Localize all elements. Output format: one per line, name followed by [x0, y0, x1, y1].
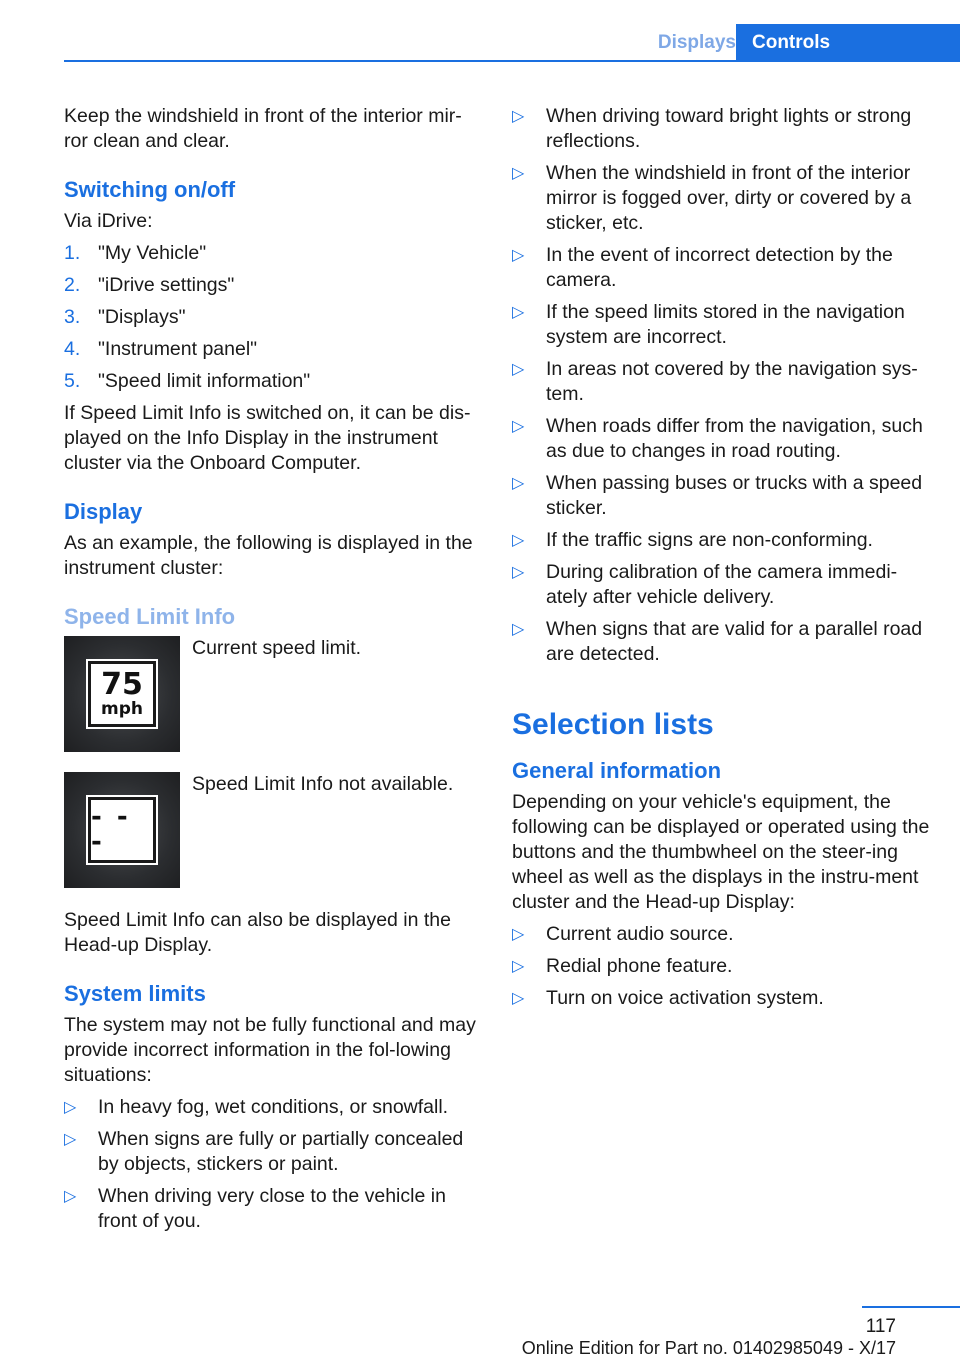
left-column: [64, 104, 484, 1241]
sign-value: 75: [101, 667, 143, 702]
list-item: [512, 414, 932, 464]
system-limits-text: The system may not be fully functional and may provide incorrect information in the fol-lowing situations:: [64, 1014, 476, 1086]
step-item: [64, 273, 484, 298]
list-item-text: When driving toward bright lights or strong reflections.: [546, 105, 912, 152]
list-item: [64, 1095, 484, 1120]
list-item: [512, 986, 932, 1011]
speed-sign-unavailable-icon: [88, 797, 156, 863]
triangle-bullet-icon: ▷: [512, 926, 525, 943]
list-item: [512, 922, 932, 947]
list-item: [512, 104, 932, 154]
list-item: [512, 243, 932, 293]
list-item-text: If the traffic signs are non-conforming.: [546, 529, 873, 551]
triangle-bullet-icon: ▷: [512, 475, 525, 492]
footer-rule: [862, 1306, 960, 1308]
step-item: [64, 241, 484, 266]
page-number: 117: [865, 1316, 896, 1337]
system-limits-list-continued: [512, 104, 932, 667]
step-item: [64, 305, 484, 330]
list-item: [512, 357, 932, 407]
system-limits-heading: System limits: [64, 981, 206, 1006]
selection-list-items: [512, 922, 932, 1011]
system-limits-list: [64, 1095, 484, 1234]
general-information-heading: General information: [512, 758, 722, 783]
triangle-bullet-icon: ▷: [512, 108, 525, 125]
chapter-tab-controls: Controls: [736, 24, 960, 62]
list-item: [512, 471, 932, 521]
list-item-text: In heavy fog, wet conditions, or snowfall.: [98, 1096, 449, 1118]
triangle-bullet-icon: ▷: [512, 958, 525, 975]
hud-note: Speed Limit Info can also be displayed in the Head-up Display.: [64, 909, 452, 956]
triangle-bullet-icon: ▷: [64, 1188, 77, 1205]
display-heading: Display: [64, 499, 143, 524]
speed-limit-unavailable-image: [64, 772, 180, 888]
list-item-text: When driving very close to the vehicle in front of you.: [98, 1185, 446, 1232]
list-item-text: If the speed limits stored in the navigation system are incorrect.: [546, 301, 905, 348]
list-item-text: When roads differ from the navigation, such as due to changes in road routing.: [546, 415, 923, 462]
sign-unit: mph: [101, 699, 143, 719]
triangle-bullet-icon: ▷: [512, 247, 525, 264]
step-text: "iDrive settings": [98, 274, 235, 296]
triangle-bullet-icon: ▷: [64, 1131, 77, 1148]
via-idrive-text: Via iDrive:: [64, 210, 153, 232]
triangle-bullet-icon: ▷: [512, 165, 525, 182]
list-item-text: Redial phone feature.: [546, 955, 733, 977]
idrive-steps-list: [64, 241, 484, 394]
list-item-text: In the event of incorrect detection by the camera.: [546, 244, 893, 291]
right-column: [512, 104, 932, 1018]
intro-paragraph: Keep the windshield in front of the interior mir-ror clean and clear.: [64, 105, 462, 152]
speed-limit-caption: Current speed limit.: [192, 637, 362, 659]
step-item: [64, 369, 484, 394]
step-number: 4.: [64, 338, 81, 360]
speed-sign-icon: [88, 661, 156, 727]
list-item: [512, 161, 932, 236]
triangle-bullet-icon: ▷: [512, 361, 525, 378]
edition-line: Online Edition for Part no. 01402985049 - X/17: [521, 1338, 896, 1358]
speed-limit-75-image: [64, 636, 180, 752]
step-number: 5.: [64, 370, 81, 392]
selection-lists-heading: Selection lists: [512, 708, 714, 741]
step-text: "Instrument panel": [98, 338, 258, 360]
list-item: [512, 300, 932, 350]
list-item: [512, 528, 932, 553]
triangle-bullet-icon: ▷: [512, 532, 525, 549]
speed-limit-unavailable-caption: Speed Limit Info not available.: [192, 773, 454, 795]
step-text: "Displays": [98, 306, 186, 328]
step-text: "My Vehicle": [98, 242, 207, 264]
list-item: [512, 560, 932, 610]
triangle-bullet-icon: ▷: [512, 418, 525, 435]
list-item: [64, 1127, 484, 1177]
list-item-text: When passing buses or trucks with a speed sticker.: [546, 472, 923, 519]
step-item: [64, 337, 484, 362]
step-number: 3.: [64, 306, 81, 328]
general-information-text: Depending on your vehicle's equipment, the following can be displayed or operated using the buttons and the thumbwheel on the steer-ing wheel as well as the displays in the instru-ment cluster and the Head-up Display:: [512, 791, 930, 913]
list-item-text: Turn on voice activation system.: [546, 987, 824, 1009]
switching-heading: Switching on/off: [64, 177, 236, 202]
step-text: "Speed limit information": [98, 370, 311, 392]
display-text: As an example, the following is displayed in the instrument cluster:: [64, 532, 473, 579]
switching-after-text: If Speed Limit Info is switched on, it can be dis-played on the Info Display in the instrument cluster via the Onboard Computer.: [64, 402, 471, 474]
header-rule: [64, 60, 960, 62]
step-number: 2.: [64, 274, 81, 296]
speed-limit-current-row: [64, 636, 484, 752]
section-tab-displays: Displays: [657, 32, 736, 53]
list-item-text: When signs that are valid for a parallel road are detected.: [546, 618, 923, 665]
list-item-text: When the windshield in front of the interior mirror is fogged over, dirty or covered by a sticker, etc.: [546, 162, 912, 234]
triangle-bullet-icon: ▷: [64, 1099, 77, 1116]
speed-limit-info-heading: Speed Limit Info: [64, 604, 236, 629]
list-item: [64, 1184, 484, 1234]
list-item: [512, 617, 932, 667]
list-item-text: Current audio source.: [546, 923, 734, 945]
triangle-bullet-icon: ▷: [512, 304, 525, 321]
list-item-text: In areas not covered by the navigation sys-tem.: [546, 358, 918, 405]
list-item: [512, 954, 932, 979]
list-item-text: When signs are fully or partially concealed by objects, stickers or paint.: [98, 1128, 464, 1175]
step-number: 1.: [64, 242, 81, 264]
triangle-bullet-icon: ▷: [512, 621, 525, 638]
speed-limit-unavailable-row: [64, 772, 484, 888]
list-item-text: During calibration of the camera immedi-ately after vehicle delivery.: [546, 561, 898, 608]
triangle-bullet-icon: ▷: [512, 564, 525, 581]
sign-dashes: - - -: [91, 802, 131, 857]
triangle-bullet-icon: ▷: [512, 990, 525, 1007]
